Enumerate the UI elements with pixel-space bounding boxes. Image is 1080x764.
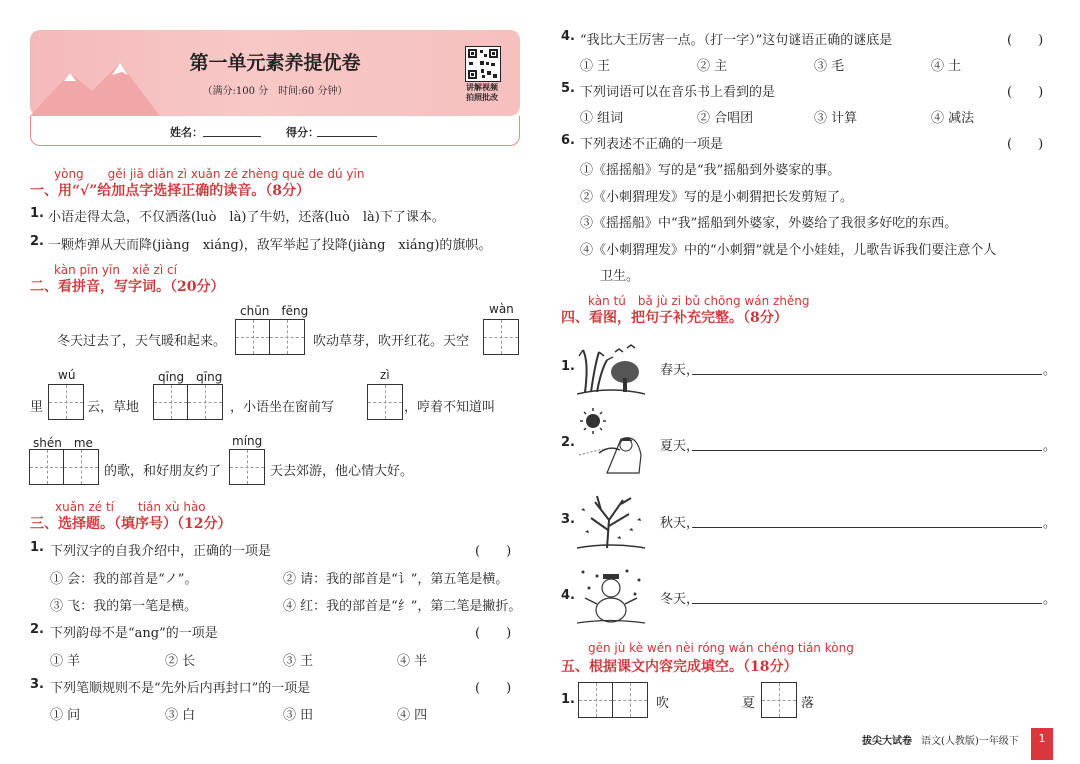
write-cell[interactable] [613,683,647,717]
write-cell[interactable] [188,385,222,419]
q4-option-2: ② 主 [697,59,728,74]
q6-option-3: ③《摇摇船》中“我”摇船到外婆家，外婆给了我很多好吃的东西。 [580,216,958,231]
summer-picture [577,405,645,475]
s2-line2-b: 云，草地 [87,400,140,415]
q5-option-4: ④ 减法 [931,111,975,126]
s5-1-number: 1. [561,692,575,707]
q4-option-1: ① 王 [580,59,611,74]
s2-line3-b: 天去郊游，他心情大好。 [270,464,414,479]
name-field[interactable] [203,136,261,137]
write-grid-chunfeng[interactable] [235,319,305,355]
q5-answer[interactable]: ( ) [1007,85,1044,100]
write-grid-wu[interactable] [48,384,84,420]
write-cell[interactable] [236,320,270,354]
write-grid-ming[interactable] [229,449,265,485]
write-cell[interactable] [579,683,613,717]
q4-number: 4. [561,29,575,44]
pinyin-shenme: shén me [33,436,93,450]
s2-line1-a: 冬天过去了，天气暖和起来。 [57,334,227,349]
s3-q2-option-2: ② 长 [165,654,196,669]
section2-title: 二、看拼音，写字词。（20分） [30,279,225,295]
s4-3-answer-line[interactable] [692,527,1042,528]
s2-line2-c: ，小语坐在窗前写 [230,400,335,415]
s4-3-number: 3. [561,512,575,527]
page-number: 1 [1038,732,1046,745]
s3-q3-answer[interactable]: ( ) [475,681,512,696]
s4-4-label: 冬天， [660,592,700,607]
pinyin-zi: zì [380,368,390,382]
pinyin-wu: wú [58,368,76,382]
write-grid-shenme[interactable] [29,449,99,485]
s3-q3-option-4: ④ 四 [397,708,428,723]
write-cell[interactable] [64,450,98,484]
q6-option-4: ④《小刺猬理发》中的“小刺猬”就是个小娃娃，儿歌告诉我们要注意个人 [580,243,997,258]
s2-line3-a: 的歌，和好朋友约了 [104,464,222,479]
s3-q1-option-4: ④ 红：我的部首是“纟”，第二笔是撇折。 [283,599,522,614]
s3-q2-answer[interactable]: ( ) [475,626,512,641]
write-grid-zi[interactable] [367,384,403,420]
pinyin-ming: míng [232,434,263,448]
winter-picture [577,566,645,626]
s4-3-label: 秋天， [660,516,700,531]
q6-text: 下列表述不正确的一项是 [580,137,724,152]
s4-1-number: 1. [561,359,575,374]
section1-pinyin: yòng gěi jiā diǎn zì xuǎn zé zhèng què de dú yīn [54,167,365,181]
write-cell[interactable] [49,385,83,419]
write-cell[interactable] [762,683,796,717]
q5-option-3: ③ 计算 [814,111,858,126]
s5-word-3: 落 [801,696,815,711]
section2-pinyin: kàn pīn yīn xiě zì cí [54,263,177,277]
s4-2-number: 2. [561,435,575,450]
q6-option-2: ②《小刺猬理发》写的是小刺猬把长发剪短了。 [580,190,854,205]
section3-title: 三、选择题。（填序号）（12分） [30,516,232,532]
s3-q2-option-1: ① 羊 [50,654,81,669]
q5-option-2: ② 合唱团 [697,111,754,126]
section3-pinyin: xuǎn zé tí tián xù hào [55,500,206,514]
s3-q3-option-2: ③ 白 [165,708,196,723]
s1-q1-number: 1. [30,206,44,221]
page-number-tab [1031,728,1053,760]
s2-line2-a: 里 [30,400,44,415]
q4-text: “我比大王厉害一点。（打一字）”这句谜语正确的谜底是 [580,33,893,48]
s3-q1-option-2: ② 请：我的部首是“讠”，第五笔是横。 [283,572,509,587]
s1-q2-number: 2. [30,234,44,249]
s4-1-label: 春天， [660,363,700,378]
s4-4-answer-line[interactable] [692,603,1042,604]
q6-option-4-cont: 卫生。 [600,269,640,284]
s5-write-grid-1[interactable] [578,682,648,718]
section1-title: 一、用“√”给加点字选择正确的读音。（8分） [30,183,311,199]
s5-write-grid-2[interactable] [761,682,797,718]
section4-title: 四、看图，把句子补充完整。（8分） [561,310,788,326]
s2-line2-d: ，哼着不知道叫 [404,400,496,415]
write-cell[interactable] [154,385,188,419]
write-grid-qingqing[interactable] [153,384,223,420]
s5-word-1: 吹 [656,696,670,711]
s1-q2-text: 一颗炸弹从天而降(jiàng xiáng)，敌军举起了投降(jiàng xiáng)的旗帜。 [48,238,492,253]
q4-option-3: ③ 毛 [814,59,845,74]
spring-picture [577,342,645,397]
s3-q1-option-3: ③ 飞：我的第一笔是横。 [50,599,198,614]
q6-answer[interactable]: ( ) [1007,137,1044,152]
write-cell[interactable] [30,450,64,484]
pinyin-chunfeng: chūn fēng [240,304,309,318]
section4-pinyin: kàn tú bǎ jù zi bǔ chōng wán zhěng [588,294,810,308]
q5-number: 5. [561,81,575,96]
qr-caption-1: 讲解视频 [466,83,498,92]
s3-q3-option-3: ③ 田 [283,708,314,723]
write-cell[interactable] [368,385,402,419]
pinyin-wan: wàn [489,302,514,316]
footer-brand: 拔尖大试卷 [862,736,912,747]
q5-option-1: ① 组词 [580,111,624,126]
write-cell[interactable] [230,450,264,484]
write-grid-wan[interactable] [483,319,519,355]
score-label: 得分： [286,126,319,139]
s4-3-end: 。 [1043,516,1057,531]
write-cell[interactable] [484,320,518,354]
mountain-illustration [30,55,160,116]
q5-text: 下列词语可以在音乐书上看到的是 [580,85,776,100]
score-field[interactable] [317,136,377,137]
qr-caption-2: 拍照批改 [466,93,498,102]
s3-q2-option-3: ③ 王 [283,654,314,669]
s3-q1-text: 下列汉字的自我介绍中，正确的一项是 [50,544,272,559]
qr-code[interactable] [465,46,501,82]
qr-code-icon [466,47,500,81]
page-title: 第一单元素养提优卷 [189,52,361,74]
s4-4-end: 。 [1043,592,1057,607]
s3-q1-number: 1. [30,540,44,555]
autumn-picture [577,490,645,550]
s4-2-end: 。 [1043,439,1057,454]
section5-title: 五、根据课文内容完成填空。（18分） [561,659,798,675]
s3-q1-option-1: ① 会：我的部首是“ノ”。 [50,572,198,587]
s4-1-answer-line[interactable] [692,374,1042,375]
s4-1-end: 。 [1043,363,1057,378]
write-cell[interactable] [270,320,304,354]
s2-line1-b: 吹动草芽，吹开红花。天空 [313,334,470,349]
s3-q1-answer[interactable]: ( ) [475,544,512,559]
s4-4-number: 4. [561,588,575,603]
s3-q3-number: 3. [30,677,44,692]
name-label: 姓名： [170,126,203,139]
q4-option-4: ④ 土 [931,59,962,74]
s4-2-answer-line[interactable] [692,450,1042,451]
pinyin-qingqing: qīng qīng [158,370,223,384]
section5-pinyin: gēn jù kè wén nèi róng wán chéng tián kòng [588,641,854,655]
page-subtitle: （满分:100 分 时间:60 分钟） [202,86,348,97]
s3-q2-number: 2. [30,622,44,637]
s5-word-2: 夏 [742,696,756,711]
header-panel [30,116,520,146]
s3-q2-option-4: ④ 半 [397,654,428,669]
q6-number: 6. [561,133,575,148]
s1-q1-text: 小语走得太急，不仅洒落(luò là)了牛奶，还落(luò là)下了课本。 [48,210,445,225]
s4-2-label: 夏天， [660,439,700,454]
footer-subject: 语文(人教版)一年级下 [921,736,1019,747]
q6-option-1: ①《摇摇船》写的是“我”摇船到外婆家的事。 [580,163,841,178]
s3-q2-text: 下列韵母不是“ang”的一项是 [50,626,218,641]
s3-q3-text: 下列笔顺规则不是“先外后内再封口”的一项是 [50,681,311,696]
q4-answer[interactable]: ( ) [1007,33,1044,48]
s3-q3-option-1: ① 问 [50,708,81,723]
